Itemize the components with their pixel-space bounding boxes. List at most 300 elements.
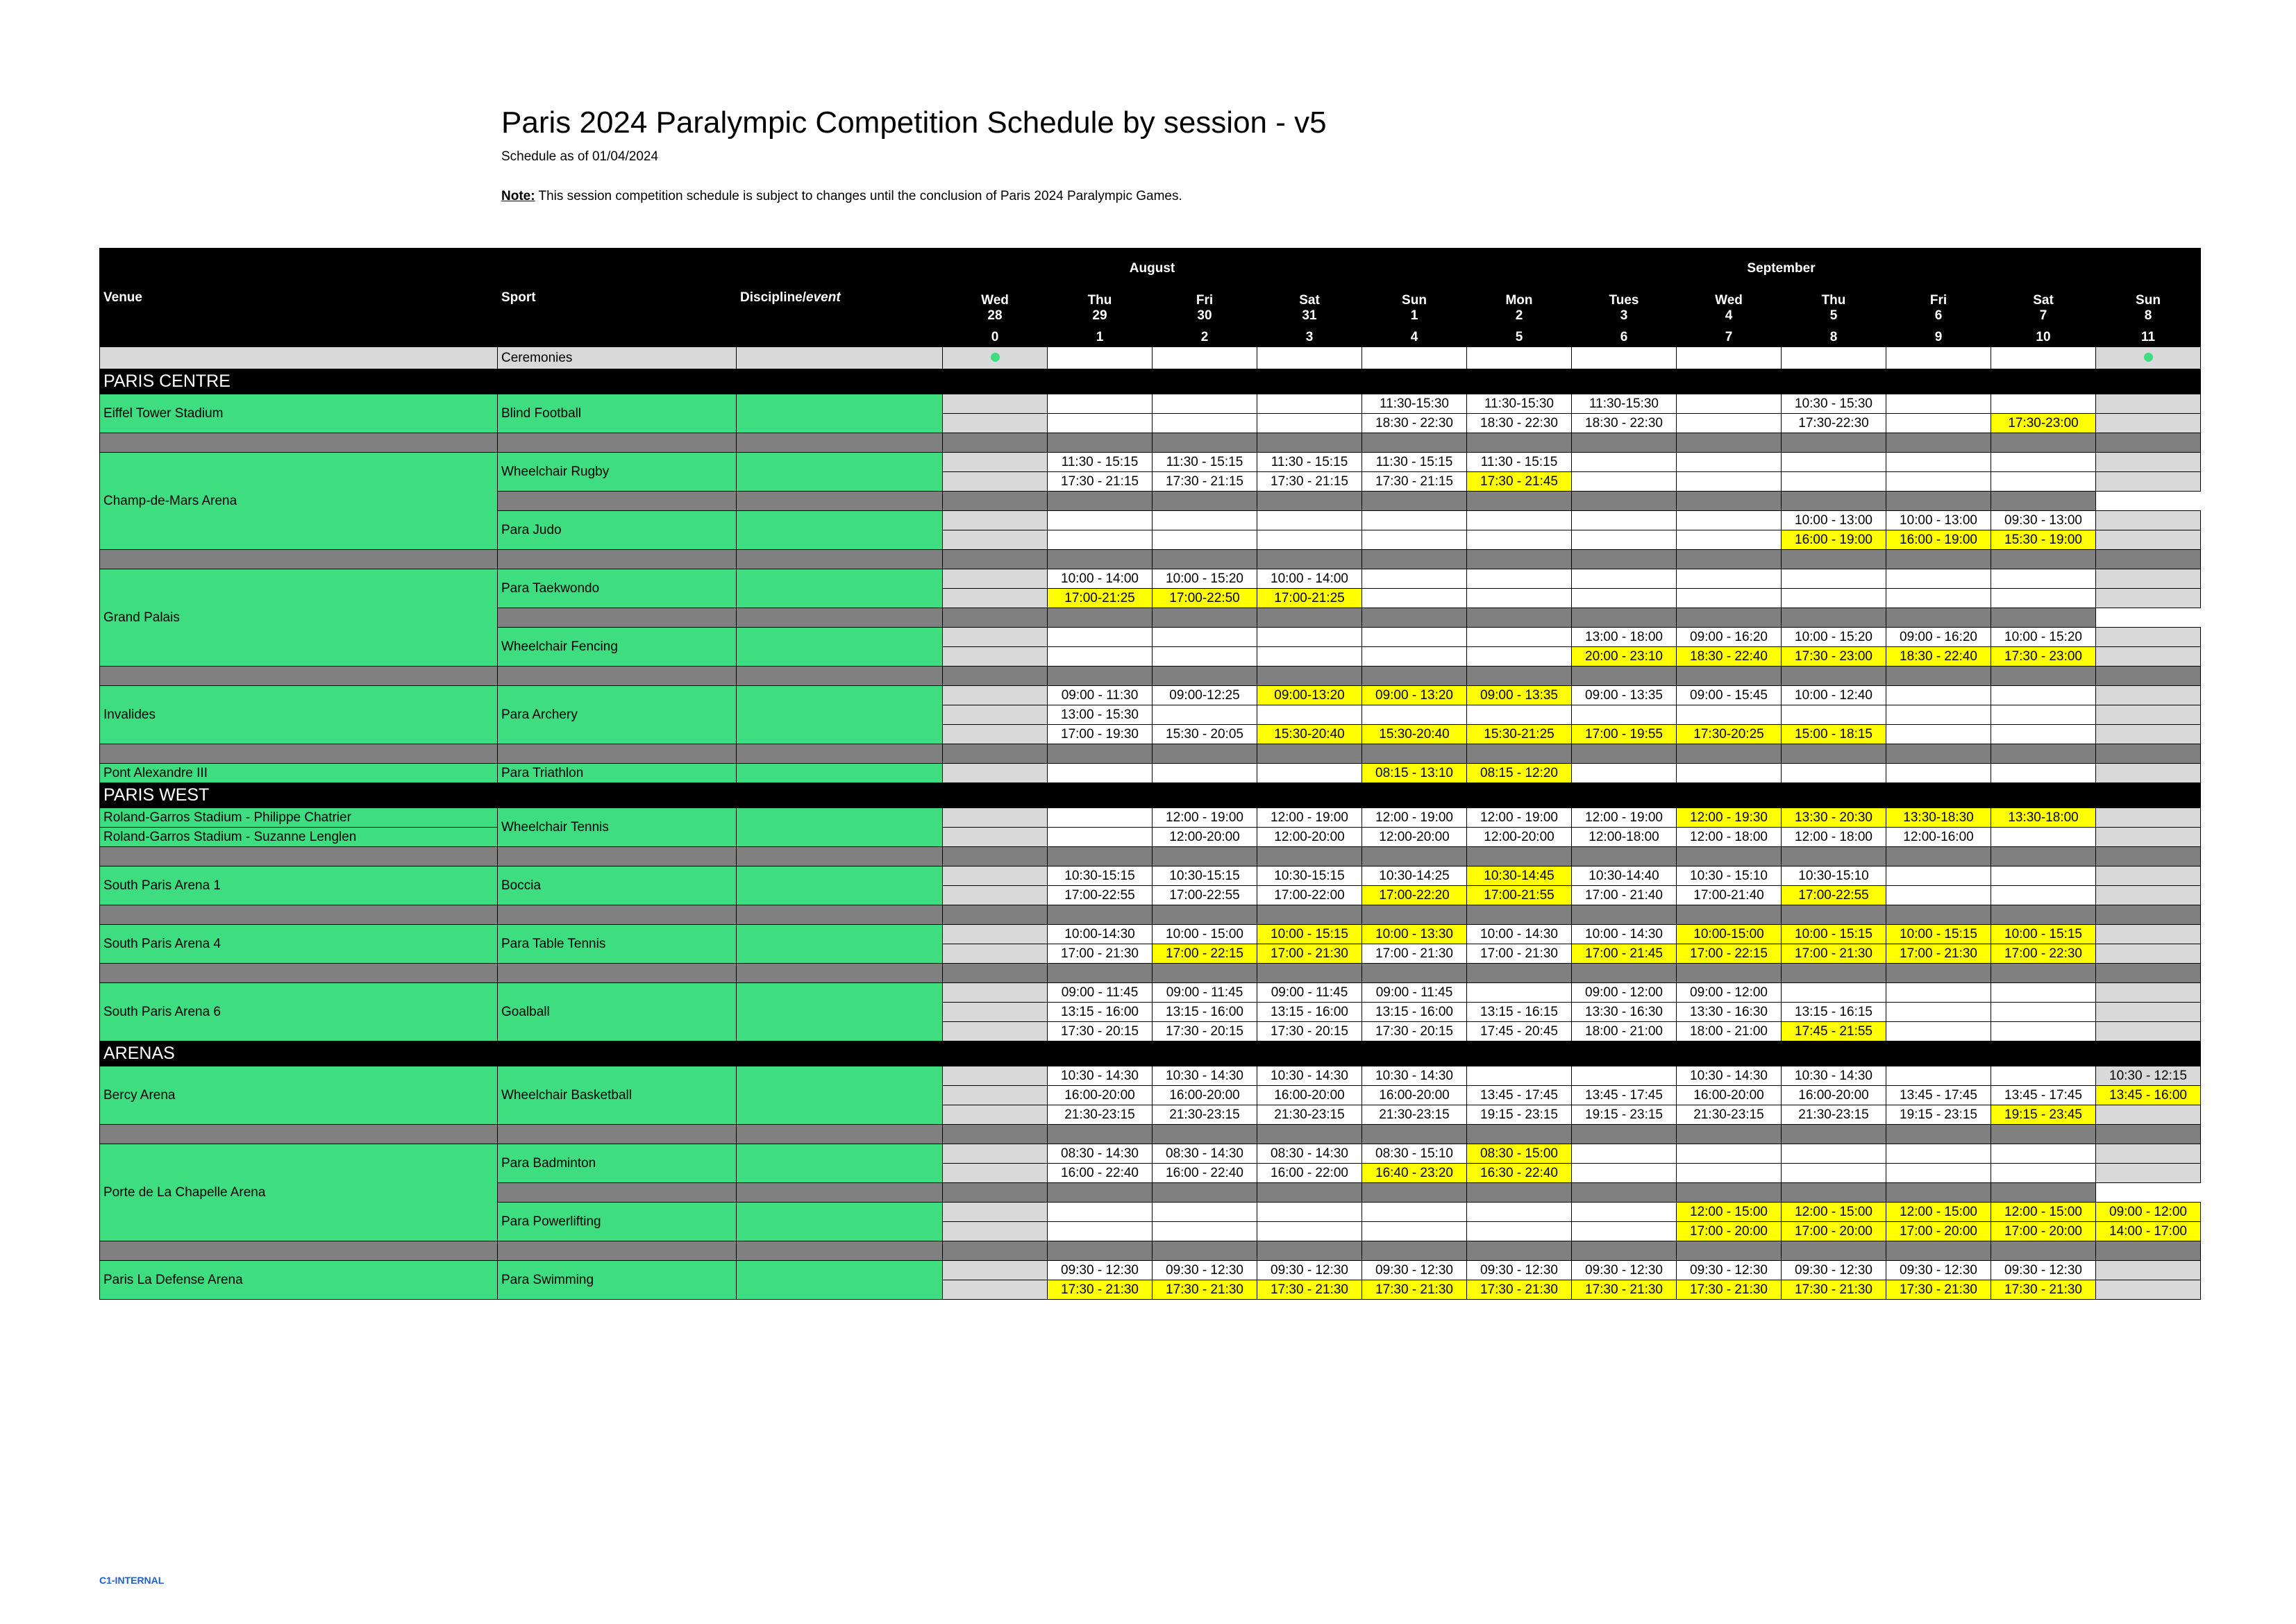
session-cell (1048, 1164, 1153, 1183)
separator-cell (1467, 608, 1572, 628)
ceremony-day-cell (1153, 347, 1257, 369)
session-time: 12:00 - 19:00 (1271, 810, 1348, 825)
session-cell (1362, 725, 1467, 744)
session-time: 12:00 - 19:00 (1480, 810, 1558, 825)
session-time: 09:00 - 16:20 (1690, 629, 1768, 644)
session-time: 15:30-20:40 (1379, 726, 1450, 742)
session-cell (1991, 511, 2096, 530)
table-row (100, 394, 2201, 414)
separator-cell (943, 667, 1048, 686)
separator-cell (1782, 744, 1886, 764)
session-cell (1467, 628, 1572, 647)
table-row (100, 828, 2201, 847)
day-of-week: Thu (1821, 293, 1846, 308)
session-time: 17:30 - 21:30 (1375, 1282, 1453, 1297)
session-cell (1991, 725, 2096, 744)
separator-cell (498, 492, 737, 511)
session-cell (1362, 1164, 1467, 1183)
session-cell (1257, 828, 1362, 847)
session-time: 17:30 - 21:30 (1900, 1282, 1977, 1297)
session-cell (1572, 589, 1677, 608)
session-cell (1467, 1222, 1572, 1241)
separator-cell (1782, 433, 1886, 453)
session-cell (1257, 1105, 1362, 1125)
day-of-week: Sun (1402, 293, 1427, 308)
session-cell (1677, 530, 1782, 550)
separator-cell (100, 964, 498, 983)
separator-cell (1362, 550, 1467, 569)
venue-name: Roland-Garros Stadium - Philippe Chatrier (100, 808, 498, 828)
session-cell (1257, 867, 1362, 886)
session-cell (1467, 886, 1572, 905)
separator-cell (498, 905, 737, 925)
venue-name: Eiffel Tower Stadium (100, 394, 498, 433)
sport-name: Blind Football (498, 394, 737, 433)
session-cell (1782, 828, 1886, 847)
session-cell (1677, 808, 1782, 828)
session-cell (1572, 944, 1677, 964)
day-date: 7 (2039, 308, 2047, 323)
session-cell (1886, 453, 1991, 472)
session-cell (2096, 686, 2201, 705)
session-time: 21:30-23:15 (1693, 1107, 1764, 1122)
session-cell (1153, 983, 1257, 1003)
session-cell (1467, 705, 1572, 725)
day-number: 11 (2096, 328, 2201, 347)
session-cell (1572, 394, 1677, 414)
table-row (100, 1125, 2201, 1144)
session-cell (1048, 1003, 1153, 1022)
session-cell (1257, 1280, 1362, 1300)
separator-cell (1467, 905, 1572, 925)
session-time: 16:00-20:00 (1064, 1087, 1135, 1103)
session-cell (1048, 886, 1153, 905)
session-time: 08:15 - 12:20 (1480, 765, 1558, 780)
venue-name: Invalides (100, 686, 498, 744)
separator-cell (2096, 964, 2201, 983)
session-cell (1886, 944, 1991, 964)
separator-cell (1572, 847, 1677, 867)
session-cell (1991, 1144, 2096, 1164)
session-cell (1991, 589, 2096, 608)
session-cell (2096, 394, 2201, 414)
session-time: 10:30-15:15 (1064, 868, 1135, 883)
session-cell (1572, 1003, 1677, 1022)
separator-cell (943, 1241, 1048, 1261)
session-cell (1991, 925, 2096, 944)
separator-cell (1362, 1183, 1467, 1203)
session-time: 21:30-23:15 (1169, 1107, 1240, 1122)
session-cell (1782, 472, 1886, 492)
discipline-cell (737, 569, 943, 608)
separator-cell (1991, 492, 2096, 511)
session-cell (1991, 1280, 2096, 1300)
separator-cell (1677, 550, 1782, 569)
session-cell (1677, 886, 1782, 905)
session-time: 16:00-20:00 (1798, 1087, 1869, 1103)
separator-cell (1572, 550, 1677, 569)
day-of-week: Thu (1087, 293, 1112, 308)
note-body: This session competition schedule is subject to changes until the conclusion of Paris 2024 Paralympic Games. (535, 189, 1182, 203)
discipline-cell (737, 1144, 943, 1183)
session-cell (1153, 925, 1257, 944)
separator-cell (1886, 492, 1991, 511)
table-row (100, 744, 2201, 764)
session-time: 18:30 - 22:30 (1375, 415, 1453, 430)
session-time: 17:00 - 20:00 (1690, 1223, 1768, 1239)
venue-name: South Paris Arena 1 (100, 867, 498, 905)
session-time: 09:00 - 11:45 (1166, 985, 1243, 1000)
page-title: Paris 2024 Paralympic Competition Schedule by session - v5 (501, 106, 1327, 140)
session-cell (2096, 1066, 2201, 1086)
session-cell (1153, 589, 1257, 608)
session-cell (1782, 983, 1886, 1003)
session-time: 17:00 - 21:30 (1795, 946, 1872, 961)
classification-label: C1-INTERNAL (99, 1575, 165, 1586)
session-cell (943, 1003, 1048, 1022)
session-cell (1991, 886, 2096, 905)
session-cell (1677, 867, 1782, 886)
separator-cell (1467, 744, 1572, 764)
day-of-week: Wed (1715, 293, 1743, 308)
session-cell (1048, 705, 1153, 725)
session-cell (1257, 1144, 1362, 1164)
session-cell (1362, 569, 1467, 589)
note-text (501, 189, 1182, 204)
session-cell (1886, 647, 1991, 667)
session-time: 17:30-22:30 (1798, 415, 1869, 430)
discipline-cell (737, 1203, 943, 1241)
session-cell (1048, 628, 1153, 647)
session-cell (1886, 808, 1991, 828)
session-cell (2096, 925, 2201, 944)
session-cell (1153, 569, 1257, 589)
session-cell (1991, 569, 2096, 589)
session-time: 17:00 - 21:40 (1585, 887, 1663, 903)
session-time: 13:30 - 20:30 (1795, 810, 1872, 825)
day-number: 0 (943, 328, 1048, 347)
separator-cell (1886, 608, 1991, 628)
session-time: 17:30 - 21:15 (1375, 474, 1453, 489)
session-cell (1991, 1003, 2096, 1022)
day-date: 31 (1302, 308, 1317, 323)
session-cell (1677, 1022, 1782, 1041)
session-cell (1153, 1164, 1257, 1183)
session-cell (1886, 530, 1991, 550)
ceremony-dot-icon (2144, 353, 2153, 362)
session-cell (1677, 472, 1782, 492)
session-cell (1782, 453, 1886, 472)
session-time: 13:15 - 16:15 (1480, 1004, 1558, 1019)
separator-cell (2096, 667, 2201, 686)
session-cell (1467, 472, 1572, 492)
session-time: 17:30 - 21:30 (1480, 1282, 1558, 1297)
separator-cell (1782, 1183, 1886, 1203)
session-cell (1677, 1105, 1782, 1125)
session-time: 17:00 - 20:00 (1900, 1223, 1977, 1239)
discipline-cell (737, 867, 943, 905)
session-cell (1782, 1086, 1886, 1105)
session-cell (1677, 1086, 1782, 1105)
discipline-cell (737, 628, 943, 667)
session-time: 10:00 - 15:00 (1166, 926, 1243, 941)
session-cell (1677, 647, 1782, 667)
separator-cell (1362, 964, 1467, 983)
separator-cell (498, 550, 737, 569)
session-time: 10:00 - 15:20 (2004, 629, 2082, 644)
day-header (1991, 290, 2096, 328)
separator-cell (1886, 550, 1991, 569)
session-cell (1572, 530, 1677, 550)
session-time: 09:00 - 13:35 (1480, 687, 1558, 703)
session-cell (2096, 705, 2201, 725)
session-cell (1886, 1203, 1991, 1222)
session-cell (1572, 414, 1677, 433)
separator-cell (1572, 1183, 1677, 1203)
session-cell (1362, 764, 1467, 783)
day-header (1572, 290, 1677, 328)
session-cell (1467, 394, 1572, 414)
session-time: 17:30-23:00 (2008, 415, 2079, 430)
separator-cell (1677, 905, 1782, 925)
table-row (100, 1144, 2201, 1164)
separator-cell (1572, 492, 1677, 511)
session-cell (1782, 705, 1886, 725)
session-cell (1153, 725, 1257, 744)
session-time: 19:15 - 23:45 (2004, 1107, 2082, 1122)
separator-cell (2096, 433, 2201, 453)
session-cell (1362, 705, 1467, 725)
session-cell (1048, 1222, 1153, 1241)
session-cell (1153, 1203, 1257, 1222)
separator-cell (1467, 1183, 1572, 1203)
session-cell (1572, 1164, 1677, 1183)
session-cell (1362, 628, 1467, 647)
session-cell (943, 886, 1048, 905)
session-cell (1153, 1022, 1257, 1041)
session-cell (1362, 394, 1467, 414)
session-time: 10:00 - 14:00 (1271, 571, 1348, 586)
session-time: 12:00 - 15:00 (1900, 1204, 1977, 1219)
separator-cell (1782, 964, 1886, 983)
venue-name: South Paris Arena 4 (100, 925, 498, 964)
separator-cell (1886, 433, 1991, 453)
separator-cell (1048, 964, 1153, 983)
session-cell (1782, 1203, 1886, 1222)
session-time: 09:30 - 12:30 (1166, 1262, 1243, 1278)
session-cell (1467, 808, 1572, 828)
session-time: 21:30-23:15 (1379, 1107, 1450, 1122)
note-label: Note: (501, 189, 535, 203)
session-cell (943, 628, 1048, 647)
day-header (1362, 290, 1467, 328)
separator-cell (737, 1183, 943, 1203)
session-cell (1048, 828, 1153, 847)
session-cell (943, 1222, 1048, 1241)
session-time: 09:30 - 12:30 (1585, 1262, 1663, 1278)
session-cell (1886, 1144, 1991, 1164)
discipline-cell (737, 686, 943, 744)
session-time: 13:45 - 17:45 (1900, 1087, 1977, 1103)
session-cell (1572, 686, 1677, 705)
session-time: 17:00-22:55 (1064, 887, 1135, 903)
separator-cell (1048, 550, 1153, 569)
separator-cell (943, 964, 1048, 983)
discipline-cell (737, 764, 943, 783)
ceremony-day-cell (1782, 347, 1886, 369)
session-cell (1572, 1066, 1677, 1086)
day-date: 6 (1934, 308, 1943, 323)
session-time: 09:00 - 12:00 (2109, 1204, 2187, 1219)
session-time: 08:15 - 13:10 (1375, 765, 1453, 780)
separator-cell (2096, 1125, 2201, 1144)
session-cell (1362, 1222, 1467, 1241)
session-time: 08:30 - 15:10 (1375, 1146, 1453, 1161)
session-cell (1572, 453, 1677, 472)
session-time: 10:30-14:45 (1484, 868, 1555, 883)
session-time: 17:00 - 21:30 (1480, 946, 1558, 961)
separator-cell (1048, 847, 1153, 867)
session-cell (1257, 628, 1362, 647)
session-cell (1362, 925, 1467, 944)
session-cell (2096, 453, 2201, 472)
session-time: 08:30 - 14:30 (1271, 1146, 1348, 1161)
separator-cell (1677, 608, 1782, 628)
session-cell (2096, 886, 2201, 905)
separator-cell (1467, 433, 1572, 453)
session-cell (1048, 1105, 1153, 1125)
session-cell (1362, 589, 1467, 608)
session-cell (1153, 453, 1257, 472)
session-time: 13:15 - 16:00 (1271, 1004, 1348, 1019)
separator-cell (1782, 492, 1886, 511)
session-time: 17:00 - 22:30 (2004, 946, 2082, 961)
session-cell (1991, 1105, 2096, 1125)
session-cell (1048, 1144, 1153, 1164)
session-time: 17:30 - 21:45 (1480, 474, 1558, 489)
separator-cell (943, 905, 1048, 925)
session-time: 21:30-23:15 (1274, 1107, 1345, 1122)
day-number: 3 (1257, 328, 1362, 347)
session-time: 08:30 - 14:30 (1166, 1146, 1243, 1161)
session-cell (1782, 1022, 1886, 1041)
separator-cell (1677, 964, 1782, 983)
session-time: 09:00 - 13:35 (1585, 687, 1663, 703)
ceremonies-discipline (737, 347, 943, 369)
session-cell (1153, 886, 1257, 905)
separator-cell (1153, 905, 1257, 925)
session-cell (1991, 647, 2096, 667)
sport-name: Para Archery (498, 686, 737, 744)
ceremony-day-cell (2096, 347, 2201, 369)
session-cell (1048, 1086, 1153, 1105)
session-cell (1782, 569, 1886, 589)
table-row (100, 369, 2201, 394)
session-time: 11:30-15:30 (1379, 396, 1449, 411)
session-cell (943, 764, 1048, 783)
day-number: 8 (1782, 328, 1886, 347)
session-cell (1677, 1280, 1782, 1300)
separator-cell (1153, 433, 1257, 453)
session-cell (1153, 1222, 1257, 1241)
session-cell (1991, 1222, 2096, 1241)
separator-cell (1677, 1125, 1782, 1144)
session-time: 17:00-22:50 (1169, 590, 1240, 605)
session-cell (1886, 925, 1991, 944)
session-time: 16:00-20:00 (1379, 1087, 1450, 1103)
separator-cell (1886, 1183, 1991, 1203)
session-cell (2096, 511, 2201, 530)
venue-name: Champ-de-Mars Arena (100, 453, 498, 550)
session-time: 19:15 - 23:15 (1585, 1107, 1663, 1122)
session-cell (1467, 1144, 1572, 1164)
session-time: 17:30 - 21:30 (1061, 1282, 1139, 1297)
session-cell (943, 1105, 1048, 1125)
day-header (943, 290, 1048, 328)
day-number: 5 (1467, 328, 1572, 347)
session-time: 21:30-23:15 (1798, 1107, 1869, 1122)
separator-cell (1257, 1125, 1362, 1144)
session-time: 12:00 - 19:00 (1375, 810, 1453, 825)
session-cell (1153, 808, 1257, 828)
session-time: 21:30-23:15 (1064, 1107, 1135, 1122)
session-cell (1782, 686, 1886, 705)
session-cell (1467, 983, 1572, 1003)
table-row (100, 867, 2201, 886)
session-time: 15:00 - 18:15 (1795, 726, 1872, 742)
session-cell (1572, 983, 1677, 1003)
discipline-label: Discipline/ (740, 290, 807, 305)
session-cell (1782, 1222, 1886, 1241)
session-cell (1048, 867, 1153, 886)
separator-cell (1362, 905, 1467, 925)
session-time: 10:30 - 14:30 (1166, 1068, 1243, 1083)
session-cell (1467, 1022, 1572, 1041)
session-time: 10:30-14:40 (1589, 868, 1659, 883)
session-cell (1886, 472, 1991, 492)
session-time: 16:00-20:00 (1274, 1087, 1345, 1103)
session-cell (1048, 530, 1153, 550)
session-cell (1048, 472, 1153, 492)
separator-cell (737, 744, 943, 764)
session-time: 10:00 - 15:15 (2004, 926, 2082, 941)
session-time: 13:30 - 16:30 (1585, 1004, 1663, 1019)
session-time: 17:30 - 20:15 (1166, 1023, 1243, 1039)
sport-name: Para Taekwondo (498, 569, 737, 608)
session-time: 09:00 - 12:00 (1690, 985, 1768, 1000)
session-cell (1467, 1261, 1572, 1280)
session-time: 17:00-22:55 (1798, 887, 1869, 903)
region-header: ARENAS (100, 1041, 2201, 1066)
session-cell (1153, 867, 1257, 886)
session-time: 10:00 - 13:30 (1375, 926, 1453, 941)
session-cell (1257, 647, 1362, 667)
session-cell (1048, 1261, 1153, 1280)
session-cell (1257, 1261, 1362, 1280)
separator-cell (1677, 1241, 1782, 1261)
session-time: 10:30-15:15 (1274, 868, 1345, 883)
session-time: 09:30 - 12:30 (1061, 1262, 1139, 1278)
session-cell (1677, 828, 1782, 847)
separator-cell (1782, 608, 1886, 628)
session-time: 12:00-16:00 (1903, 829, 1974, 844)
session-cell (1991, 628, 2096, 647)
session-cell (1677, 589, 1782, 608)
sport-name: Wheelchair Fencing (498, 628, 737, 667)
schedule-table (99, 248, 2201, 1300)
session-cell (1886, 828, 1991, 847)
session-cell (1782, 394, 1886, 414)
